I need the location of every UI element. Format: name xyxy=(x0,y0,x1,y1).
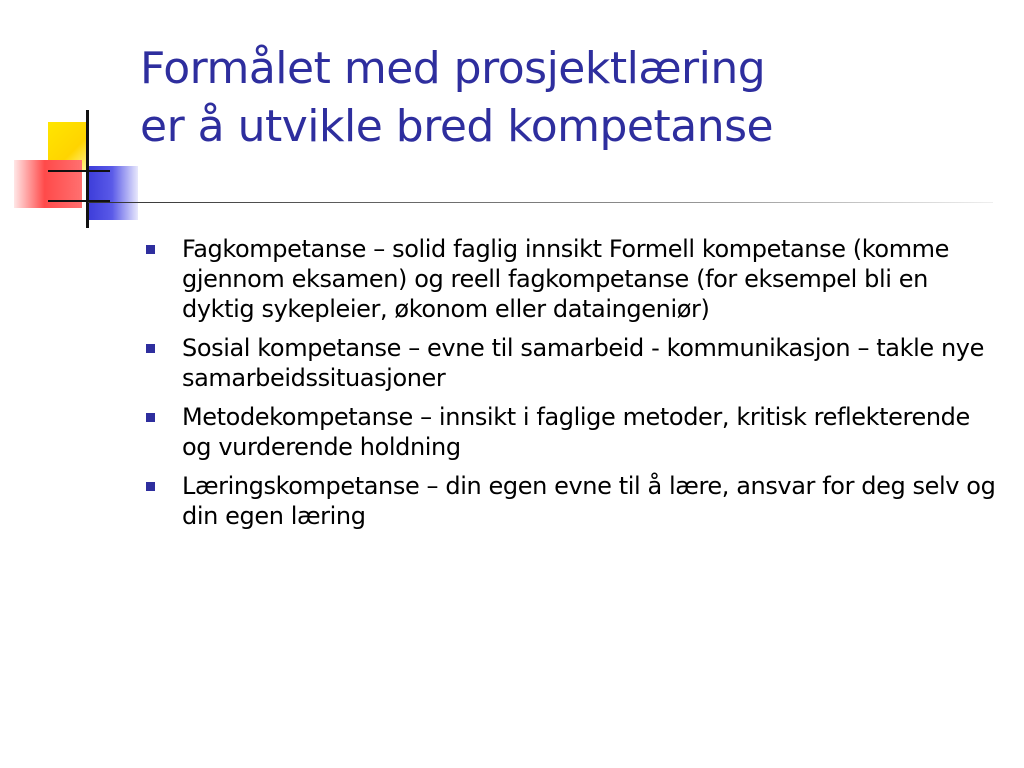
title-divider xyxy=(88,202,993,203)
bullet-text: Fagkompetanse – solid faglig innsikt Formell kompetanse (komme gjennom eksamen) og reell fagkompetanse (for eksempel bli en dyktig sykepleier, økonom eller dataingeniør) xyxy=(182,235,950,323)
slide-title xyxy=(140,40,1000,156)
bullet-text: Læringskompetanse – din egen evne til å lære, ansvar for deg selv og din egen læring xyxy=(182,472,996,530)
slide-title-line-1: Formålet med prosjektlæring xyxy=(140,43,766,94)
vertical-line xyxy=(86,110,89,228)
horizontal-line-top xyxy=(48,170,110,172)
colored-squares-logo-icon xyxy=(0,100,150,230)
bullet-item-fagkompetanse xyxy=(142,234,1002,324)
blue-square xyxy=(86,166,138,220)
square-bullet-icon xyxy=(146,482,155,491)
bullet-item-sosial-kompetanse xyxy=(142,333,1002,393)
bullet-item-laeringskompetanse xyxy=(142,471,1002,531)
square-bullet-icon xyxy=(146,344,155,353)
square-bullet-icon xyxy=(146,245,155,254)
bullet-text: Sosial kompetanse – evne til samarbeid - kommunikasjon – takle nye samarbeidssituasjoner xyxy=(182,334,984,392)
bullet-text: Metodekompetanse – innsikt i faglige metoder, kritisk reflekterende og vurderende holdning xyxy=(182,403,970,461)
square-bullet-icon xyxy=(146,413,155,422)
bullet-item-metodekompetanse xyxy=(142,402,1002,462)
bullet-list xyxy=(142,234,1002,540)
slide-title-line-2: er å utvikle bred kompetanse xyxy=(140,101,774,152)
